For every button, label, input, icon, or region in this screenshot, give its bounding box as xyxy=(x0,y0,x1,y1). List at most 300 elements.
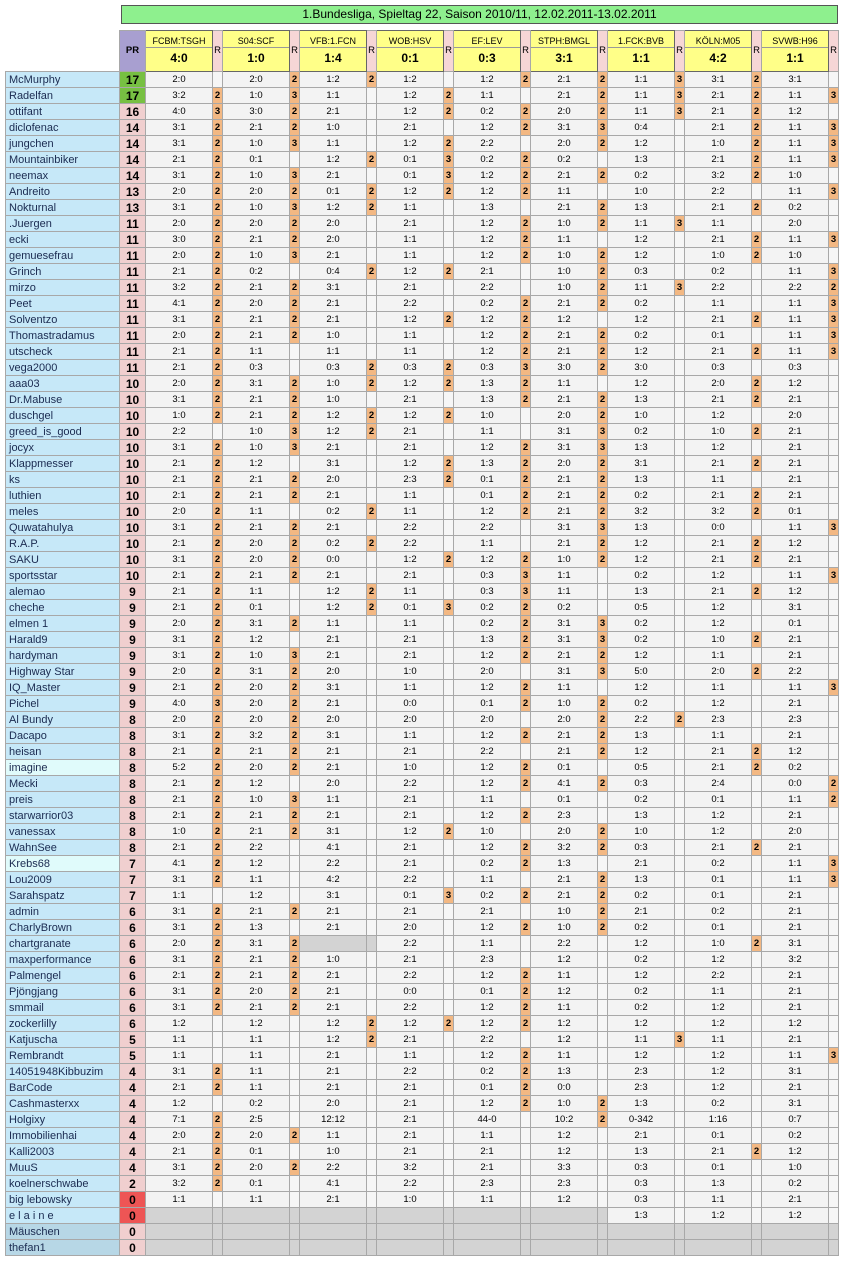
tip-cell: 2:1 xyxy=(377,808,444,824)
tip-points xyxy=(752,1000,762,1016)
tip-points: 2 xyxy=(213,904,223,920)
tip-cell: 2:1 xyxy=(223,904,290,920)
player-name[interactable]: zockerlilly xyxy=(6,1016,120,1032)
tip-cell: 2:1 xyxy=(223,488,290,504)
player-name[interactable]: cheche xyxy=(6,600,120,616)
player-points: 6 xyxy=(120,984,146,1000)
player-name[interactable]: vanessax xyxy=(6,824,120,840)
tip-cell: 2:0 xyxy=(223,216,290,232)
tip-points xyxy=(444,872,454,888)
tip-points xyxy=(367,344,377,360)
player-points: 11 xyxy=(120,360,146,376)
tip-cell: 2:1 xyxy=(762,424,829,440)
tip-cell: 2:1 xyxy=(685,840,752,856)
player-name[interactable]: mirzo xyxy=(6,280,120,296)
player-name[interactable]: preis xyxy=(6,792,120,808)
tip-cell: 2:0 xyxy=(223,1160,290,1176)
tip-points xyxy=(829,472,839,488)
player-name[interactable]: Cashmasterxx xyxy=(6,1096,120,1112)
player-name[interactable]: Peet xyxy=(6,296,120,312)
tip-cell: 2:1 xyxy=(300,968,367,984)
player-name[interactable]: imagine xyxy=(6,760,120,776)
tip-cell: 1:2 xyxy=(300,152,367,168)
tip-cell: 1:2 xyxy=(454,552,521,568)
tip-cell: 1:3 xyxy=(608,392,675,408)
match-header xyxy=(377,31,444,72)
table-row xyxy=(6,728,839,744)
player-name[interactable]: Nokturnal xyxy=(6,200,120,216)
player-name[interactable]: luthien xyxy=(6,488,120,504)
tip-cell: 0:2 xyxy=(223,264,290,280)
player-name[interactable]: SAKU xyxy=(6,552,120,568)
table-row xyxy=(6,776,839,792)
tip-cell: 1:0 xyxy=(608,184,675,200)
tip-points xyxy=(598,1064,608,1080)
player-name[interactable]: Kalli2003 xyxy=(6,1144,120,1160)
tip-cell: 0:0 xyxy=(377,984,444,1000)
player-name[interactable]: heisan xyxy=(6,744,120,760)
tip-cell: 1:2 xyxy=(454,760,521,776)
tip-points xyxy=(444,1048,454,1064)
player-name[interactable]: thefan1 xyxy=(6,1240,120,1256)
tip-cell: 3:2 xyxy=(685,504,752,520)
table-row xyxy=(6,264,839,280)
tip-cell: 1:1 xyxy=(685,472,752,488)
tip-points xyxy=(675,1128,685,1144)
player-name[interactable]: smmail xyxy=(6,1000,120,1016)
tip-points xyxy=(752,1208,762,1224)
tip-cell: 1:0 xyxy=(454,824,521,840)
tip-cell: 1:2 xyxy=(685,1048,752,1064)
tip-cell: 2:1 xyxy=(685,152,752,168)
tip-points xyxy=(444,280,454,296)
tip-points: 2 xyxy=(213,440,223,456)
player-name[interactable]: maxperformance xyxy=(6,952,120,968)
player-points: 10 xyxy=(120,520,146,536)
tip-cell: 0:2 xyxy=(762,760,829,776)
player-name[interactable]: gemuesefrau xyxy=(6,248,120,264)
player-name[interactable]: jocyx xyxy=(6,440,120,456)
player-points: 13 xyxy=(120,200,146,216)
tip-points: 2 xyxy=(290,280,300,296)
tip-cell: 1:2 xyxy=(454,776,521,792)
player-name[interactable]: alemao xyxy=(6,584,120,600)
tip-cell: 1:3 xyxy=(454,200,521,216)
player-name[interactable]: Krebs68 xyxy=(6,856,120,872)
tip-points: 2 xyxy=(598,296,608,312)
player-name[interactable]: e l a i n e xyxy=(6,1208,120,1224)
tip-points xyxy=(598,1144,608,1160)
player-points: 6 xyxy=(120,936,146,952)
tip-points: 2 xyxy=(598,872,608,888)
table-row xyxy=(6,680,839,696)
tip-cell: 1:2 xyxy=(685,1064,752,1080)
tip-points xyxy=(829,888,839,904)
tip-cell: 2:1 xyxy=(685,200,752,216)
tip-points: 2 xyxy=(213,856,223,872)
tip-points: 3 xyxy=(598,424,608,440)
tip-cell: 1:0 xyxy=(223,200,290,216)
tip-points xyxy=(829,648,839,664)
tip-cell: 3:1 xyxy=(531,440,598,456)
tip-cell: 2:1 xyxy=(300,520,367,536)
tip-cell: 2:1 xyxy=(685,488,752,504)
tip-points xyxy=(752,1096,762,1112)
tip-cell: 1:1 xyxy=(223,1080,290,1096)
player-name[interactable]: vega2000 xyxy=(6,360,120,376)
tip-cell: 1:0 xyxy=(531,904,598,920)
tip-cell: 1:1 xyxy=(762,328,829,344)
tip-cell: 0:7 xyxy=(762,1112,829,1128)
player-name[interactable]: elmen 1 xyxy=(6,616,120,632)
player-name[interactable]: R.A.P. xyxy=(6,536,120,552)
player-name[interactable]: koelnerschwabe xyxy=(6,1176,120,1192)
match-header xyxy=(454,31,521,72)
tip-points: 2 xyxy=(598,712,608,728)
tip-cell: 2:1 xyxy=(377,632,444,648)
player-name[interactable]: Al Bundy xyxy=(6,712,120,728)
player-name[interactable]: Immobilienhai xyxy=(6,1128,120,1144)
player-name[interactable]: duschgel xyxy=(6,408,120,424)
player-name[interactable]: Quwatahulya xyxy=(6,520,120,536)
tip-cell: 1:1 xyxy=(531,1048,598,1064)
tip-cell xyxy=(146,1224,213,1240)
tip-cell: 3:1 xyxy=(146,440,213,456)
player-name[interactable]: Grinch xyxy=(6,264,120,280)
tip-cell: 0:2 xyxy=(608,888,675,904)
player-name[interactable]: Klappmesser xyxy=(6,456,120,472)
player-name[interactable]: Rembrandt xyxy=(6,1048,120,1064)
tip-cell xyxy=(454,1240,521,1256)
player-name[interactable]: admin xyxy=(6,904,120,920)
tip-points: 2 xyxy=(213,968,223,984)
tip-cell: 1:2 xyxy=(377,136,444,152)
tip-points: 2 xyxy=(290,968,300,984)
tip-cell: 5:2 xyxy=(146,760,213,776)
tip-cell: 2:2 xyxy=(454,744,521,760)
player-name[interactable]: IQ_Master xyxy=(6,680,120,696)
tip-cell: 1:2 xyxy=(454,1048,521,1064)
tip-cell: 0:1 xyxy=(223,1144,290,1160)
player-name[interactable]: Pichel xyxy=(6,696,120,712)
tip-cell: 2:0 xyxy=(223,184,290,200)
tip-points xyxy=(367,664,377,680)
r-header: R xyxy=(367,31,377,72)
tip-points xyxy=(290,1224,300,1240)
tip-points: 3 xyxy=(829,296,839,312)
tip-points: 2 xyxy=(521,216,531,232)
tip-cell: 2:3 xyxy=(454,952,521,968)
tip-cell: 2:1 xyxy=(223,952,290,968)
player-name[interactable]: Sarahspatz xyxy=(6,888,120,904)
tip-cell: 2:1 xyxy=(377,904,444,920)
player-name[interactable]: Thomastradamus xyxy=(6,328,120,344)
player-name[interactable]: meles xyxy=(6,504,120,520)
player-points: 10 xyxy=(120,488,146,504)
player-name[interactable]: MuuS xyxy=(6,1160,120,1176)
tip-cell: 44-0 xyxy=(454,1112,521,1128)
tip-cell: 0:2 xyxy=(223,1096,290,1112)
tip-points xyxy=(752,808,762,824)
tip-points: 2 xyxy=(444,456,454,472)
player-name[interactable]: ks xyxy=(6,472,120,488)
tip-cell: 0:2 xyxy=(762,1128,829,1144)
tip-points xyxy=(290,360,300,376)
tip-points: 2 xyxy=(598,648,608,664)
player-name[interactable]: Palmengel xyxy=(6,968,120,984)
tip-cell: 0:2 xyxy=(762,1176,829,1192)
tip-cell: 2:1 xyxy=(762,808,829,824)
tip-points xyxy=(598,568,608,584)
match-result: 3:1 xyxy=(555,50,573,65)
match-result: 0:3 xyxy=(478,50,496,65)
tip-cell: 3:2 xyxy=(762,952,829,968)
tip-cell: 0:1 xyxy=(223,1176,290,1192)
tip-cell: 2:1 xyxy=(762,632,829,648)
tip-cell: 0:2 xyxy=(608,296,675,312)
tip-cell: 1:0 xyxy=(300,952,367,968)
tip-points: 2 xyxy=(213,1176,223,1192)
tip-cell: 0:3 xyxy=(300,360,367,376)
tip-cell: 1:2 xyxy=(454,840,521,856)
tip-points xyxy=(598,984,608,1000)
tip-cell: 2:1 xyxy=(146,488,213,504)
player-name[interactable]: McMurphy xyxy=(6,72,120,88)
tip-cell: 2:2 xyxy=(685,968,752,984)
tip-cell: 1:3 xyxy=(608,1208,675,1224)
tip-cell: 3:1 xyxy=(300,728,367,744)
player-name[interactable]: .Juergen xyxy=(6,216,120,232)
tip-points xyxy=(675,872,685,888)
tip-cell: 2:0 xyxy=(146,504,213,520)
tip-points xyxy=(367,1112,377,1128)
player-name[interactable]: Andreito xyxy=(6,184,120,200)
tip-cell: 2:1 xyxy=(531,744,598,760)
player-name[interactable]: ecki xyxy=(6,232,120,248)
table-row xyxy=(6,824,839,840)
player-name[interactable]: WahnSee xyxy=(6,840,120,856)
tip-cell: 2:1 xyxy=(300,1048,367,1064)
tip-points xyxy=(829,904,839,920)
header-row xyxy=(6,31,839,72)
tip-cell: 3:3 xyxy=(531,1160,598,1176)
tip-points xyxy=(598,1016,608,1032)
player-name[interactable]: utscheck xyxy=(6,344,120,360)
tip-points xyxy=(675,1048,685,1064)
player-name[interactable]: neemax xyxy=(6,168,120,184)
tip-cell: 2:2 xyxy=(454,520,521,536)
tip-cell: 1:1 xyxy=(223,1192,290,1208)
tip-points: 2 xyxy=(213,872,223,888)
player-name[interactable]: diclofenac xyxy=(6,120,120,136)
tip-cell: 1:2 xyxy=(454,728,521,744)
tip-points xyxy=(444,1192,454,1208)
tip-cell: 1:1 xyxy=(685,984,752,1000)
tip-points xyxy=(675,456,685,472)
tip-points xyxy=(367,712,377,728)
tip-points xyxy=(521,1240,531,1256)
tip-points xyxy=(752,616,762,632)
table-row xyxy=(6,856,839,872)
player-name[interactable]: Lou2009 xyxy=(6,872,120,888)
player-name[interactable]: Mecki xyxy=(6,776,120,792)
tip-points xyxy=(444,120,454,136)
player-name[interactable]: greed_is_good xyxy=(6,424,120,440)
tip-points: 2 xyxy=(752,456,762,472)
tip-points xyxy=(290,920,300,936)
tip-points xyxy=(367,760,377,776)
player-name[interactable]: Holgixy xyxy=(6,1112,120,1128)
tip-cell: 1:1 xyxy=(762,120,829,136)
tip-points xyxy=(444,1064,454,1080)
player-name[interactable]: starwarrior03 xyxy=(6,808,120,824)
player-points: 7 xyxy=(120,888,146,904)
tip-cell: 1:0 xyxy=(531,248,598,264)
tip-cell: 0:1 xyxy=(531,760,598,776)
tip-cell: 1:1 xyxy=(762,792,829,808)
tip-cell: 2:0 xyxy=(223,680,290,696)
match-teams: FCBM:TSGH xyxy=(146,35,212,48)
tip-cell: 1:1 xyxy=(531,184,598,200)
tip-cell: 1:2 xyxy=(685,952,752,968)
tip-points xyxy=(367,840,377,856)
tip-points: 2 xyxy=(213,88,223,104)
tip-cell: 0:3 xyxy=(608,1192,675,1208)
tip-points xyxy=(444,984,454,1000)
tip-cell: 2:0 xyxy=(146,184,213,200)
tip-points xyxy=(367,1128,377,1144)
tip-points xyxy=(752,920,762,936)
player-name[interactable]: big lebowsky xyxy=(6,1192,120,1208)
player-name[interactable]: Mountainbiker xyxy=(6,152,120,168)
tip-cell: 1:1 xyxy=(454,88,521,104)
tip-points: 2 xyxy=(213,776,223,792)
tip-cell: 2:1 xyxy=(146,840,213,856)
tip-points: 2 xyxy=(598,744,608,760)
tip-points xyxy=(444,936,454,952)
tip-points: 3 xyxy=(829,680,839,696)
tip-points xyxy=(213,424,223,440)
tip-points xyxy=(752,696,762,712)
player-name[interactable]: chartgranate xyxy=(6,936,120,952)
player-name[interactable]: Radelfan xyxy=(6,88,120,104)
tip-points xyxy=(367,984,377,1000)
tip-cell: 2:1 xyxy=(223,408,290,424)
match-header xyxy=(762,31,829,72)
tip-points xyxy=(521,904,531,920)
tip-points: 2 xyxy=(752,72,762,88)
tip-cell: 2:1 xyxy=(377,792,444,808)
table-row xyxy=(6,456,839,472)
player-points: 10 xyxy=(120,568,146,584)
tip-points: 2 xyxy=(213,200,223,216)
table-row xyxy=(6,1064,839,1080)
tip-cell: 1:2 xyxy=(300,600,367,616)
tip-points xyxy=(829,1176,839,1192)
player-name[interactable]: Pjöngjang xyxy=(6,984,120,1000)
table-row xyxy=(6,792,839,808)
tip-cell: 4:2 xyxy=(300,872,367,888)
tip-cell: 2:1 xyxy=(146,360,213,376)
tip-points: 2 xyxy=(521,1080,531,1096)
tip-points xyxy=(675,616,685,632)
match-header xyxy=(685,31,752,72)
player-name[interactable]: Dr.Mabuse xyxy=(6,392,120,408)
tip-points xyxy=(675,504,685,520)
tip-points xyxy=(829,1080,839,1096)
tip-points xyxy=(829,984,839,1000)
tip-cell: 1:1 xyxy=(685,680,752,696)
tip-points: 2 xyxy=(752,104,762,120)
tip-cell: 2:1 xyxy=(377,424,444,440)
tip-cell: 1:1 xyxy=(531,232,598,248)
player-name[interactable]: 14051948Kibbuzim xyxy=(6,1064,120,1080)
tip-cell: 1:1 xyxy=(377,328,444,344)
tip-points xyxy=(367,696,377,712)
table-row xyxy=(6,280,839,296)
tip-cell: 2:1 xyxy=(608,904,675,920)
player-name[interactable]: sportsstar xyxy=(6,568,120,584)
tip-cell: 1:2 xyxy=(223,456,290,472)
tip-cell: 2:1 xyxy=(300,696,367,712)
tip-points: 2 xyxy=(752,840,762,856)
player-name[interactable]: CharlyBrown xyxy=(6,920,120,936)
player-name[interactable]: Solventzo xyxy=(6,312,120,328)
table-row xyxy=(6,248,839,264)
tip-cell: 2:1 xyxy=(377,648,444,664)
tip-cell: 4:1 xyxy=(146,296,213,312)
tip-points xyxy=(675,136,685,152)
tip-points: 2 xyxy=(444,88,454,104)
tip-cell: 1:1 xyxy=(531,680,598,696)
player-name[interactable]: Harald9 xyxy=(6,632,120,648)
tip-points: 2 xyxy=(752,424,762,440)
tip-cell: 1:1 xyxy=(608,280,675,296)
tip-points: 3 xyxy=(444,888,454,904)
tip-cell: 1:2 xyxy=(608,1048,675,1064)
tip-points: 2 xyxy=(444,264,454,280)
player-name[interactable]: Katjuscha xyxy=(6,1032,120,1048)
tip-points xyxy=(752,440,762,456)
tip-points xyxy=(367,248,377,264)
player-name[interactable]: ottifant xyxy=(6,104,120,120)
player-name[interactable]: BarCode xyxy=(6,1080,120,1096)
tip-cell: 1:2 xyxy=(377,264,444,280)
player-name[interactable]: aaa03 xyxy=(6,376,120,392)
player-name[interactable]: Highway Star xyxy=(6,664,120,680)
tip-cell: 2:1 xyxy=(146,680,213,696)
player-points: 6 xyxy=(120,920,146,936)
tip-cell: 0:2 xyxy=(454,152,521,168)
tip-cell: 1:1 xyxy=(223,584,290,600)
player-name[interactable]: Dacapo xyxy=(6,728,120,744)
tip-cell: 1:0 xyxy=(531,264,598,280)
player-name[interactable]: jungchen xyxy=(6,136,120,152)
tip-points: 2 xyxy=(752,584,762,600)
tip-points xyxy=(444,616,454,632)
tip-points xyxy=(213,1096,223,1112)
tip-cell: 0:2 xyxy=(608,328,675,344)
player-name[interactable]: Mäuschen xyxy=(6,1224,120,1240)
tip-points: 3 xyxy=(598,120,608,136)
player-points: 4 xyxy=(120,1112,146,1128)
tip-cell xyxy=(300,1224,367,1240)
tip-cell: 1:0 xyxy=(377,664,444,680)
pr-header: PR xyxy=(120,31,146,72)
tip-points: 3 xyxy=(829,1048,839,1064)
player-name[interactable]: hardyman xyxy=(6,648,120,664)
tip-cell: 1:1 xyxy=(377,232,444,248)
